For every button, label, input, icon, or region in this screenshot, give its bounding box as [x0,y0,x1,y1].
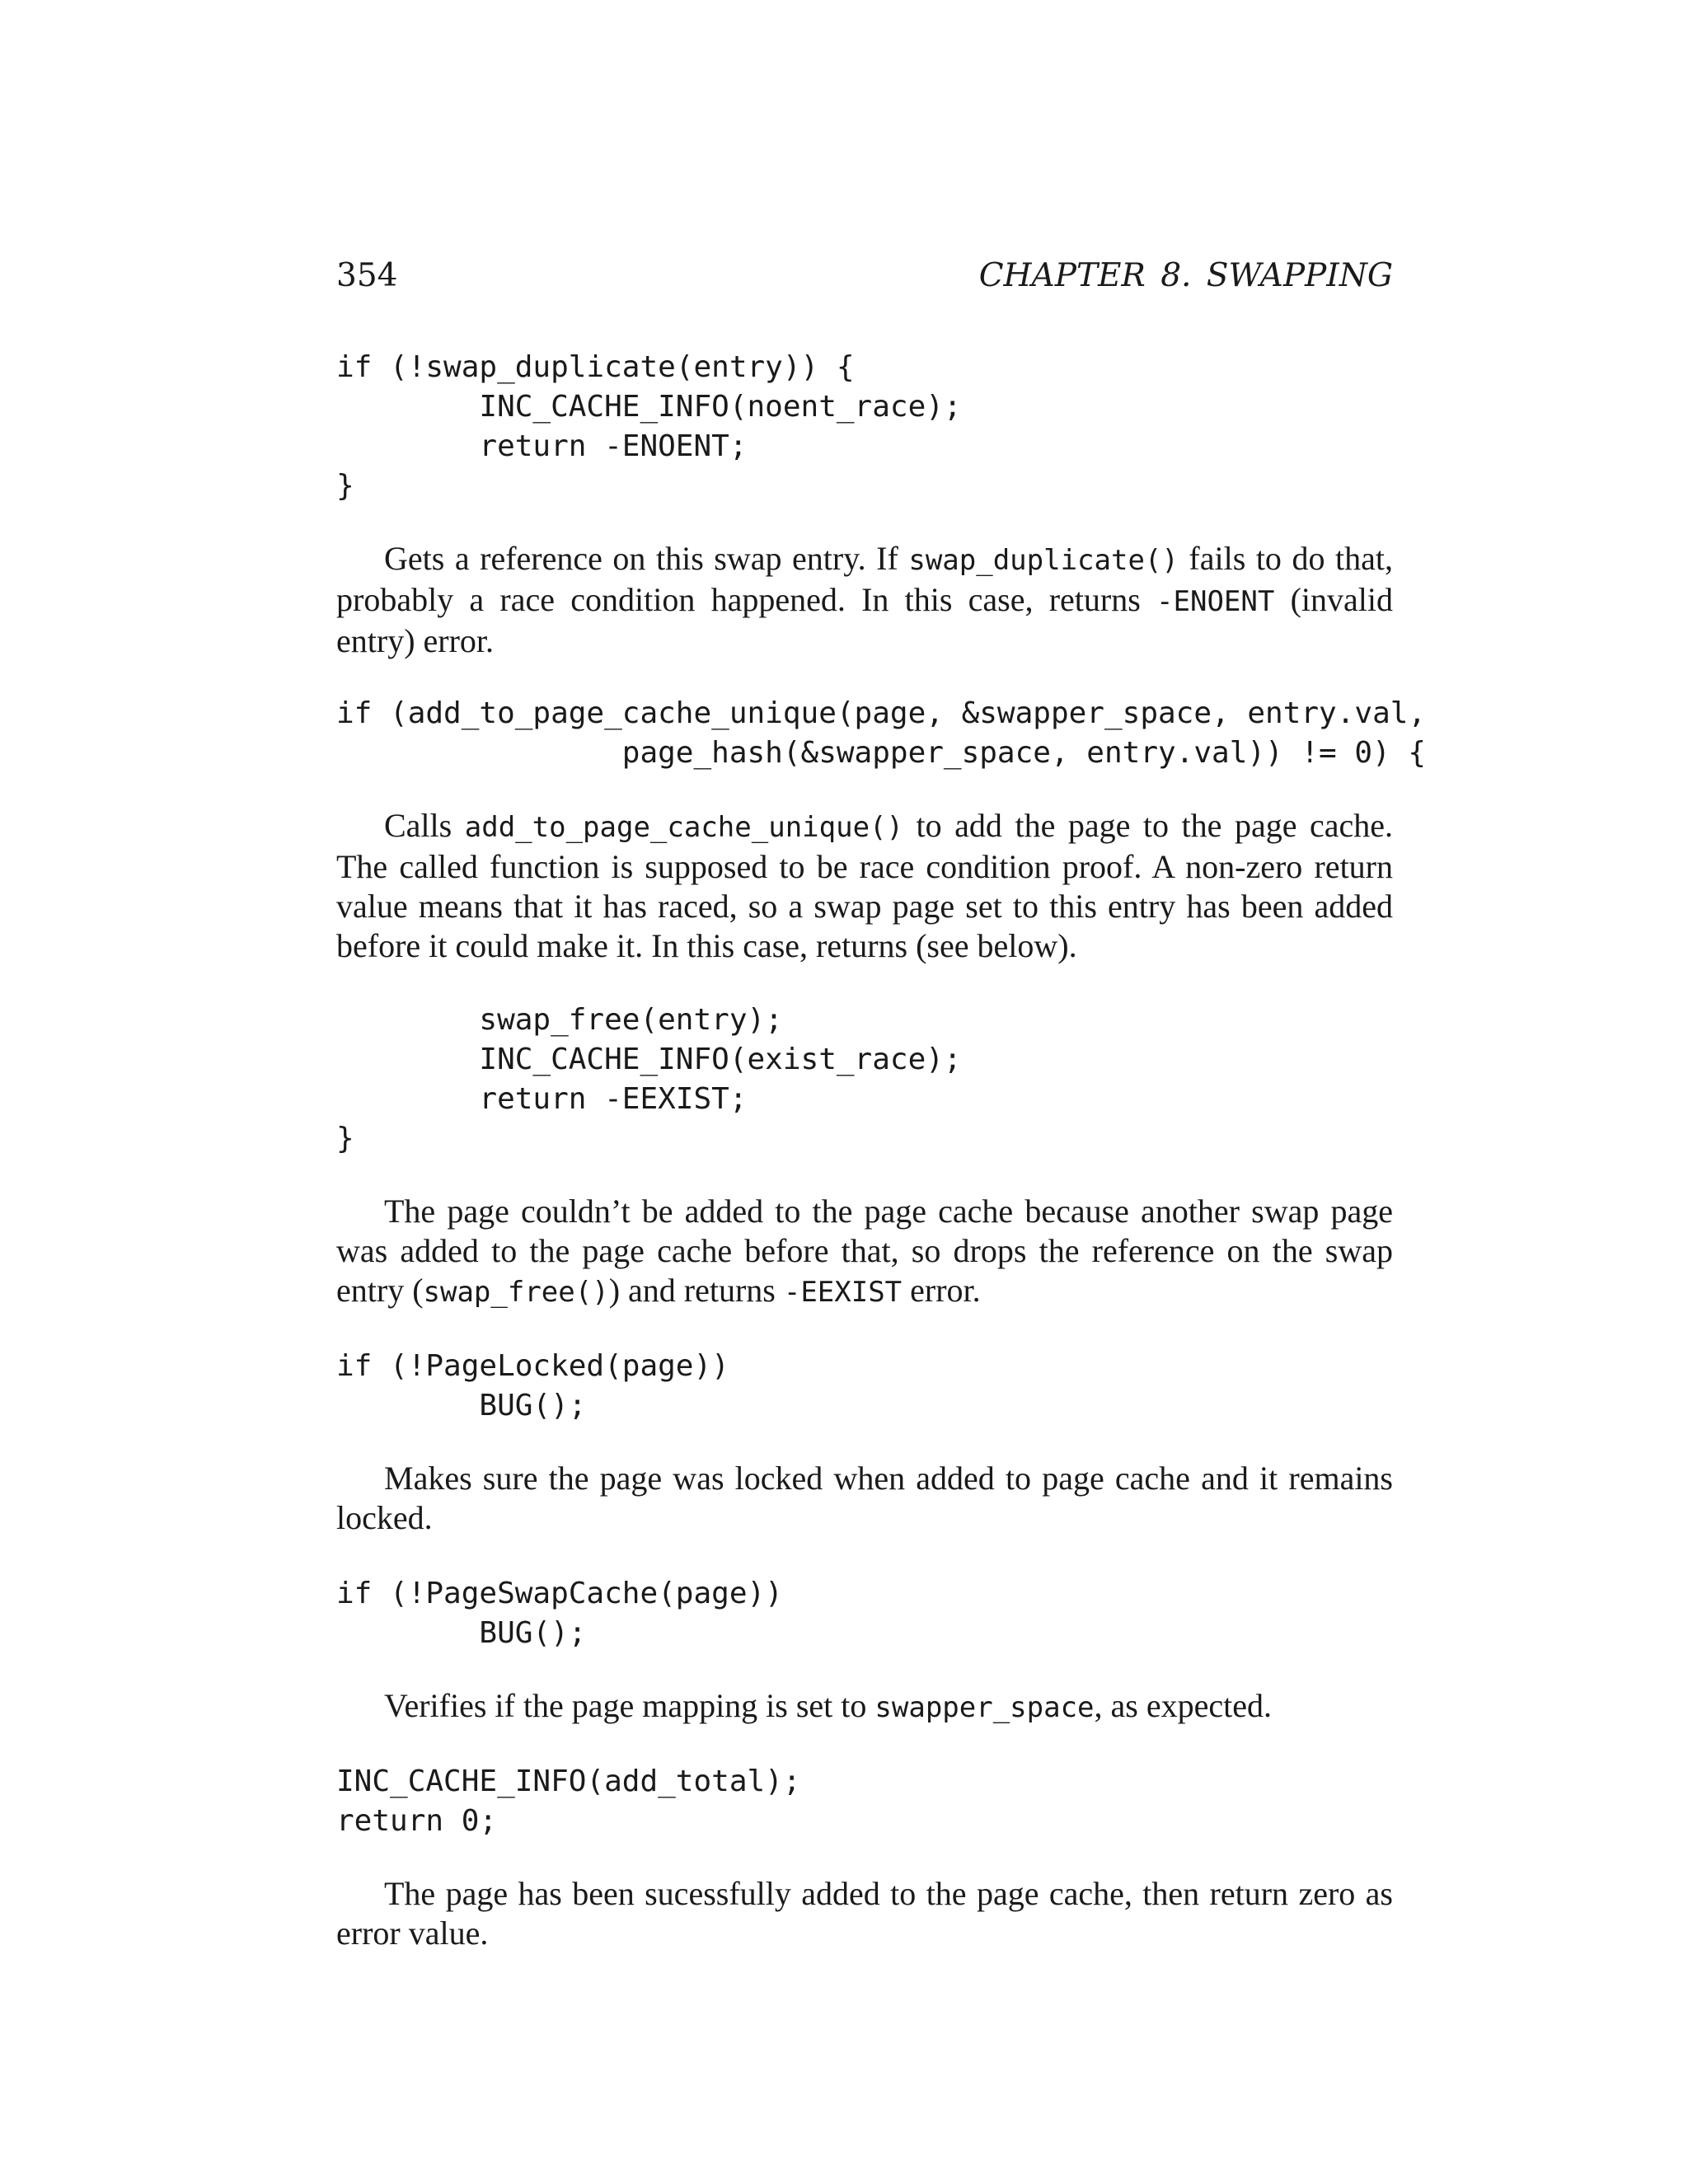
code-block-page-swap-cache [336,1574,783,1653]
running-header [336,257,1393,303]
inline-code: swap_duplicate() [908,544,1179,577]
code-line: } [336,1122,354,1155]
paragraph-eexist: The page couldn’t be added to the page cache because another swap page was added to the page cache before that, so drops the reference on the swap entry (swap_free()) and returns -EEXIST error. [336,1193,1393,1309]
code-line: return -EEXIST; [336,1082,748,1116]
page-number: 354 [336,257,398,294]
paragraph-swapper-space: Verifies if the page mapping is set to swapper_space, as expected. [384,1687,1272,1724]
code-line: return 0; [336,1804,498,1838]
code-line: BUG(); [336,1389,587,1422]
code-block-add-to-page-cache [336,694,1426,773]
inline-code: swapper_space [874,1691,1095,1724]
code-line: } [336,469,354,503]
code-line: if (add_to_page_cache_unique(page, &swapper_space, entry.val, [336,696,1427,730]
paragraph-add-to-page-cache: Calls add_to_page_cache_unique() to add the page to the page cache. The called function is supposed to be race condition proof. A non-zero return value means that it has raced, so a swap page set to this entry has been added before it could make it. In this case, returns (see below). [336,807,1393,964]
chapter-title: CHAPTER 8. SWAPPING [978,257,1393,294]
code-line: page_hash(&swapper_space, entry.val)) != 0) { [336,736,1427,770]
inline-code: add_to_page_cache_unique() [464,811,903,844]
code-block-exist-race [336,1001,962,1159]
paragraph-swap-duplicate: Gets a reference on this swap entry. If swap_duplicate() fails to do that, probably a race condition happened. In this case, returns -ENOENT (invalid entry) error. [336,540,1393,659]
code-block-add-total [336,1762,801,1841]
inline-code: swap_free() [423,1276,609,1309]
code-line: if (!PageLocked(page)) [336,1349,729,1383]
code-line: INC_CACHE_INFO(exist_race); [336,1043,962,1076]
code-line: if (!swap_duplicate(entry)) { [336,350,855,384]
code-line: INC_CACHE_INFO(add_total); [336,1765,801,1798]
code-line: swap_free(entry); [336,1003,783,1037]
document-page [336,0,1427,2184]
code-line: INC_CACHE_INFO(noent_race); [336,390,962,424]
code-block-page-locked [336,1347,729,1426]
code-line: if (!PageSwapCache(page)) [336,1577,783,1610]
code-block-swap-duplicate [336,348,962,506]
inline-code: -ENOENT [1156,585,1275,618]
inline-code: -EEXIST [783,1276,903,1309]
paragraph-page-locked: Makes sure the page was locked when added to page cache and it remains locked. [336,1460,1393,1536]
code-line: return -ENOENT; [336,429,748,463]
paragraph-success: The page has been sucessfully added to the page cache, then return zero as error value. [336,1875,1393,1952]
code-line: BUG(); [336,1616,587,1650]
